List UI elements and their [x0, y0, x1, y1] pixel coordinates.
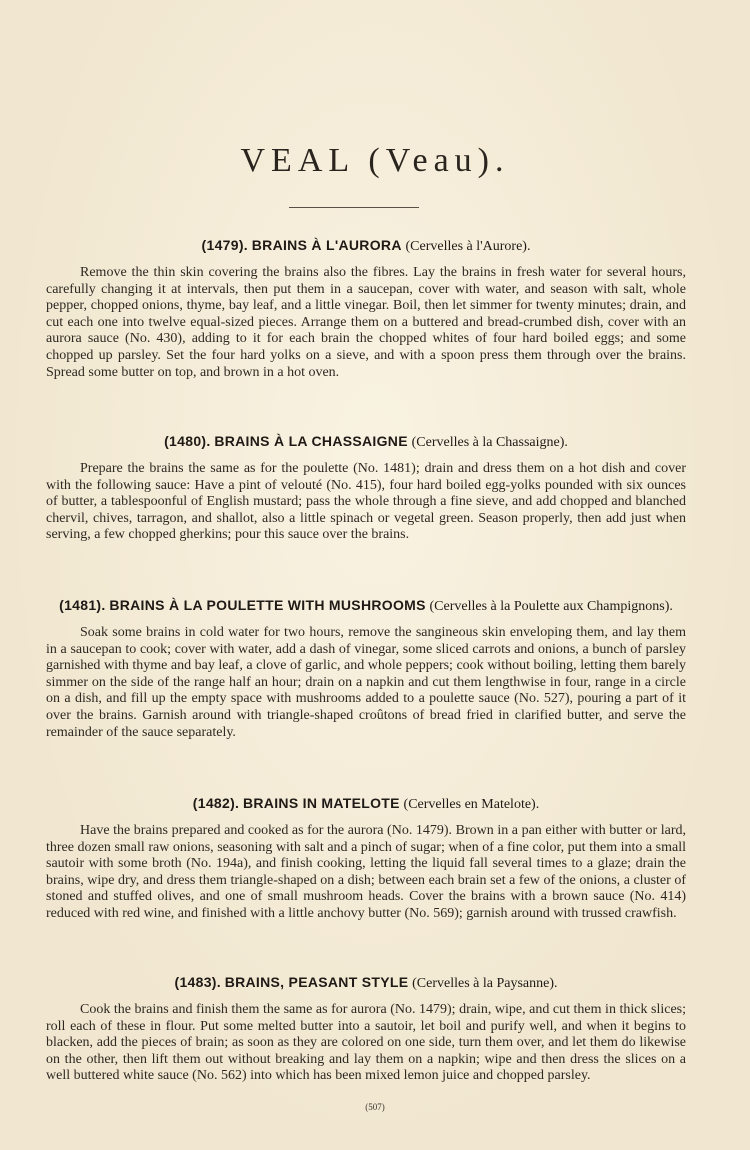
recipe-text: Remove the thin skin covering the brains also the fibres. Lay the brains in fresh water for several hours, carefully changing it at intervals, then put them in a saucepan, cover with water, and season with salt, whole pepper, chopped onions, thyme, bay leaf, and a little vinegar. Boil, then let simmer for twenty minutes; drain, and cut each one into twelve equal-sized pieces. Arrange them on a buttered and bread-crumbed dish, cover with an aurora sauce (No. 430), adding to it for each brain the chopped whites of four hard boiled eggs; and some chopped up parsley. Set the four hard yolks on a sieve, and with a spoon press them through over the brains. Spread some butter on top, and brown in a hot oven. — [46, 265, 686, 380]
recipe-text: Soak some brains in cold water for two hours, remove the sangineous skin enveloping them, and lay them in a saucepan to cook; cover with water, add a dash of vinegar, some sliced carrots and onions, a bunch of parsley garnished with thyme and bay leaf, a clove of garlic, and whole peppers; cook without boiling, letting them barely simmer on the side of the range half an hour; drain on a napkin and cut them lengthwise in four, range in a circle on a dish, and fill up the empty space with mushrooms added to a poulette sauce (No. 527), pouring a part of it over the brains. Garnish around with triangle-shaped croûtons of bread fried in clarified butter, and serve the remainder of the sauce separately. — [46, 625, 686, 740]
recipe-number: (1483). — [174, 974, 221, 990]
recipe-1480 — [46, 432, 686, 544]
recipe-heading — [46, 236, 686, 256]
recipe-name: BRAINS À LA POULETTE WITH MUSHROOMS — [109, 597, 426, 613]
recipe-1483 — [46, 973, 686, 1085]
recipe-1481 — [46, 596, 686, 741]
recipe-number: (1480). — [164, 433, 211, 449]
recipe-name: BRAINS À L'AURORA — [251, 237, 402, 253]
recipe-heading — [46, 596, 686, 616]
recipe-french-name: (Cervelles à la Poulette aux Champignons). — [429, 599, 673, 614]
recipe-french-name: (Cervelles en Matelote). — [403, 797, 540, 812]
recipe-french-name: (Cervelles à l'Aurore). — [405, 239, 531, 254]
recipe-name: BRAINS À LA CHASSAIGNE — [214, 433, 408, 449]
recipe-1479 — [46, 236, 686, 381]
title-divider — [289, 207, 419, 208]
recipe-number: (1479). — [201, 237, 248, 253]
recipe-heading — [46, 973, 686, 993]
recipe-number: (1482). — [192, 795, 240, 811]
recipe-text: Cook the brains and finish them the same as for aurora (No. 1479); drain, wipe, and cut them in thick slices; roll each of these in flour. Put some melted butter into a sautoir, let boil and purify well, and when it begins to blacken, add the pieces of brain; as soon as they are colored on one side, turn them over, and let them do likewise on the other, then lift them out without breaking and lay them on a napkin; wipe and then dress the slices on a well buttered white sauce (No. 562) into which has been mixed lemon juice and chopped parsley. — [46, 1002, 686, 1084]
page-title: VEAL (Veau). — [240, 142, 510, 179]
recipe-heading — [46, 794, 686, 814]
recipe-french-name: (Cervelles à la Chassaigne). — [411, 435, 568, 450]
page-number: (507) — [365, 1102, 385, 1112]
recipe-name: BRAINS, PEASANT STYLE — [224, 974, 409, 990]
recipe-text: Prepare the brains the same as for the poulette (No. 1481); drain and dress them on a hot dish and cover with the following sauce: Have a pint of velouté (No. 415), four hard boiled egg-yolks pounded with six ounces of butter, a tablespoonful of English mustard; pass the whole through a fine sieve, and add chopped and blanched chervil, chives, tarragon, and shallot, also a little spinach or vegetal green. Season properly, then add just when serving, a few chopped gherkins; pour this sauce over the brains. — [46, 461, 686, 543]
recipe-french-name: (Cervelles à la Paysanne). — [412, 976, 558, 991]
recipe-heading — [46, 432, 686, 452]
recipe-name: BRAINS IN MATELOTE — [242, 795, 400, 811]
recipe-text: Have the brains prepared and cooked as for the aurora (No. 1479). Brown in a pan either with butter or lard, three dozen small raw onions, seasoning with salt and a pinch of sugar; when of a fine color, put them into a small sautoir with some broth (No. 194a), and finish cooking, letting the liquid fall several times to a glaze; drain the brains, wipe dry, and dress them triangle-shaped on a dish; between each brain set a few of the onions, a cluster of stoned and stuffed olives, and one of small mushroom heads. Cover the brains with a brown sauce (No. 414) reduced with red wine, and finished with a little anchovy butter (No. 569); garnish around with trussed crawfish. — [46, 823, 686, 921]
recipe-number: (1481). — [59, 597, 106, 613]
recipe-1482 — [46, 794, 686, 923]
